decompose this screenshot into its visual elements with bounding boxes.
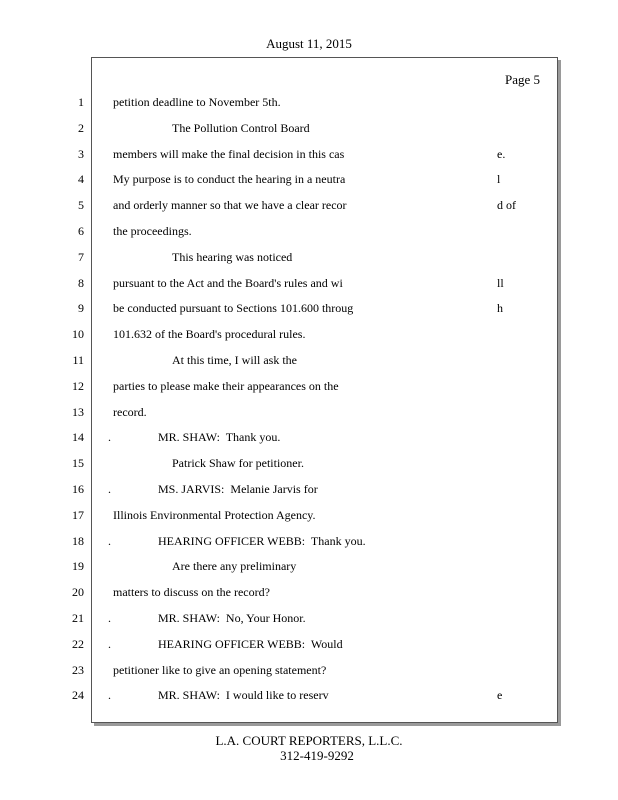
line-number: 19	[72, 559, 84, 573]
line-number: 15	[72, 456, 84, 470]
line-number: 2	[78, 121, 84, 135]
line-text: and orderly manner so that we have a clear recor	[113, 198, 347, 212]
page-number: Page 5	[504, 72, 540, 87]
line-margin-dot: .	[108, 688, 111, 702]
line-text: My purpose is to conduct the hearing in a neutra	[113, 172, 346, 186]
line-number: 24	[72, 688, 84, 702]
line-text: matters to discuss on the record?	[113, 585, 270, 599]
line-number: 9	[78, 301, 84, 315]
line-text: MR. SHAW: Thank you.	[158, 430, 281, 444]
line-text: 101.632 of the Board's procedural rules.	[113, 327, 306, 341]
line-number: 16	[72, 482, 84, 496]
header-date: August 11, 2015	[266, 36, 352, 51]
line-number: 12	[72, 379, 84, 393]
line-text-tail: ll	[497, 276, 504, 290]
line-text: parties to please make their appearances on the	[113, 379, 339, 393]
line-number: 18	[72, 534, 84, 548]
line-number: 23	[72, 663, 84, 677]
line-number: 17	[72, 508, 84, 522]
line-text: HEARING OFFICER WEBB: Would	[158, 637, 343, 651]
line-text: members will make the final decision in this cas	[113, 147, 345, 161]
line-text: Are there any preliminary	[172, 559, 297, 573]
line-text-tail: e	[497, 688, 503, 702]
line-number: 7	[78, 250, 84, 264]
line-text: At this time, I will ask the	[172, 353, 297, 367]
footer-phone: 312-419-9292	[280, 748, 354, 763]
line-text-tail: e.	[497, 147, 506, 161]
line-text: be conducted pursuant to Sections 101.600 throug	[113, 301, 354, 315]
line-number: 6	[78, 224, 84, 238]
line-number: 11	[72, 353, 84, 367]
line-text: record.	[113, 405, 147, 419]
line-text: petition deadline to November 5th.	[113, 95, 281, 109]
line-text-tail: h	[497, 301, 503, 315]
line-number: 20	[72, 585, 84, 599]
line-number: 14	[72, 430, 84, 444]
line-margin-dot: .	[108, 611, 111, 625]
line-text: Illinois Environmental Protection Agency.	[113, 508, 316, 522]
line-number: 5	[78, 198, 84, 212]
line-text-tail: l	[497, 172, 501, 186]
line-margin-dot: .	[108, 430, 111, 444]
line-margin-dot: .	[108, 482, 111, 496]
line-number: 3	[78, 147, 84, 161]
line-text-tail: d of	[497, 198, 516, 212]
line-number: 4	[78, 172, 84, 186]
line-number: 8	[78, 276, 84, 290]
line-text: HEARING OFFICER WEBB: Thank you.	[158, 534, 366, 548]
line-margin-dot: .	[108, 637, 111, 651]
line-text: petitioner like to give an opening statement?	[113, 663, 327, 677]
line-text: This hearing was noticed	[172, 250, 293, 264]
line-number: 22	[72, 637, 84, 651]
line-text: pursuant to the Act and the Board's rules and wi	[113, 276, 343, 290]
line-margin-dot: .	[108, 534, 111, 548]
line-number: 13	[72, 405, 84, 419]
line-text: MR. SHAW: No, Your Honor.	[158, 611, 306, 625]
line-text: MS. JARVIS: Melanie Jarvis for	[158, 482, 318, 496]
line-text: The Pollution Control Board	[172, 121, 310, 135]
line-number: 10	[72, 327, 84, 341]
line-number: 21	[72, 611, 84, 625]
line-text: Patrick Shaw for petitioner.	[172, 456, 304, 470]
line-text: the proceedings.	[113, 224, 192, 238]
footer-company: L.A. COURT REPORTERS, L.L.C.	[215, 733, 403, 748]
line-text: MR. SHAW: I would like to reserv	[158, 688, 329, 702]
line-number: 1	[78, 95, 84, 109]
